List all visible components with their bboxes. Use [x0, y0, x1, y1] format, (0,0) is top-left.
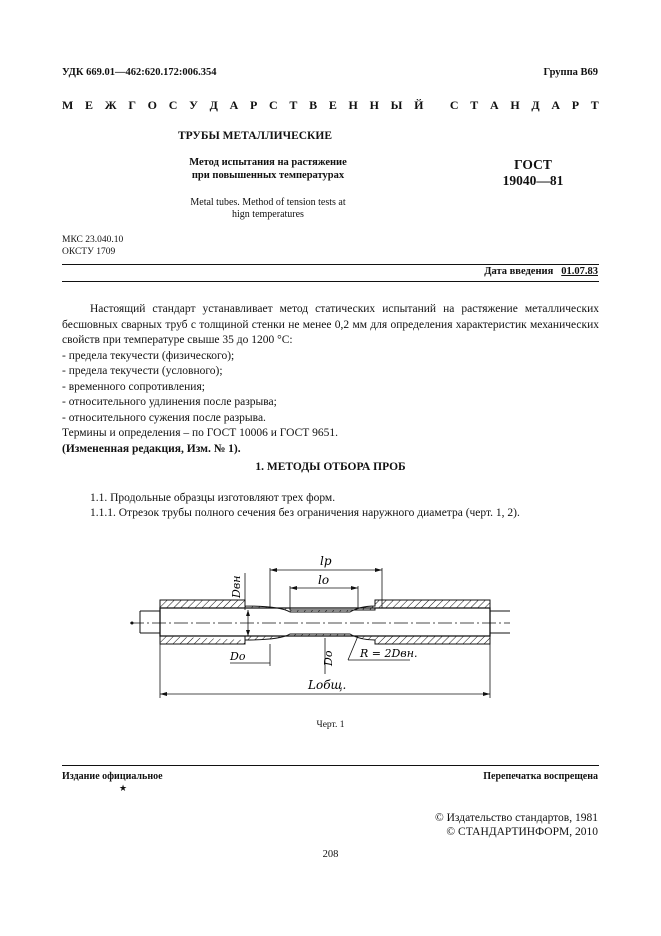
publication-note: Издание официальное: [62, 771, 163, 782]
list-item: - относительного удлинения после разрыва;: [62, 396, 277, 408]
date-value: 01.07.83: [561, 266, 598, 277]
intro-paragraph: Настоящий стандарт устанавливает метод статических испытаний на растяжение металлических бесшовных сварных труб с толщиной стенки не менее 0,2 мм для определения характеристик механических свойств при температуре свыше 35 до 1200 °С:: [62, 303, 599, 346]
radius-leader: [348, 636, 358, 660]
gost-number: 19040—81: [502, 173, 564, 188]
reprint-note: Перепечатка воспрещена: [483, 771, 598, 782]
label-do-left: Dо: [230, 650, 246, 663]
heading-letter: Т: [590, 98, 599, 112]
heading-letter: Р: [571, 98, 580, 112]
heading-letter: Д: [209, 98, 218, 112]
document-subtitle: [160, 156, 376, 182]
copyright-line-1: © Издательство стандартов, 1981: [434, 812, 598, 824]
okstu-code: ОКСТУ 1709: [62, 247, 116, 257]
label-radius: R = 2Dвн.: [360, 647, 418, 660]
label-dvn: Dвн: [230, 575, 243, 598]
star-mark: ★: [119, 783, 128, 793]
heading-letter: О: [147, 98, 158, 112]
heading-letter: М: [62, 98, 74, 112]
heading-letter: Н: [510, 98, 520, 112]
amendment-note: (Измененная редакция, Изм. № 1).: [62, 442, 241, 455]
tube-specimen-drawing: [120, 548, 510, 708]
right-end: [490, 611, 510, 633]
udk-code: УДК 669.01—462:620.172:006.354: [62, 67, 217, 78]
axis-marker: [131, 622, 134, 625]
divider-date: [62, 281, 599, 282]
copyright-line-2: © СТАНДАРТИНФОРМ, 2010: [446, 826, 598, 838]
heading-letter: Н: [348, 98, 358, 112]
top-wall: [160, 600, 490, 612]
list-item: - относительного сужения после разрыва.: [62, 411, 266, 424]
page-number: 208: [322, 849, 339, 860]
subtitle-line-2: при повышенных температурах: [191, 170, 345, 181]
divider-top: [62, 264, 599, 265]
divider-footer: [62, 765, 599, 766]
gost-designation: [488, 157, 578, 189]
copyright: [435, 811, 598, 839]
heading-letter: Т: [289, 98, 298, 112]
clause-1-1-1: 1.1.1. Отрезок трубы полного сечения без ограничения наружного диаметра (черт. 1, 2).: [90, 507, 520, 519]
english-title: [160, 197, 376, 221]
list-item: - предела текучести (условного);: [62, 365, 223, 377]
figure-caption: Черт. 1: [316, 720, 345, 730]
list-item: - предела текучести (физического);: [62, 349, 235, 362]
heading-letter: В: [309, 98, 318, 112]
heading-letter: Е: [85, 98, 94, 112]
left-end: [140, 611, 160, 633]
group-code: Группа В69: [543, 67, 598, 78]
label-do-right: Dо: [322, 650, 335, 666]
heading-letter: [435, 98, 438, 113]
mks-code: МКС 23.040.10: [62, 235, 124, 245]
date-label: Дата введения: [484, 266, 554, 277]
heading-letter: Е: [328, 98, 337, 112]
classification-codes: [62, 234, 123, 258]
label-lo: lo: [318, 573, 330, 587]
heading-letter: Ж: [104, 98, 117, 112]
heading-letter: У: [189, 98, 198, 112]
effective-date: [484, 266, 598, 277]
heading-letter: Т: [470, 98, 479, 112]
heading-letter: А: [489, 98, 499, 112]
heading-letter: Н: [369, 98, 379, 112]
heading-letter: Й: [414, 98, 424, 112]
subtitle-line-1: Метод испытания на растяжение: [189, 157, 347, 168]
list-item: - временного сопротивления;: [62, 380, 205, 393]
heading-letter: С: [269, 98, 278, 112]
heading-letter: Г: [128, 98, 136, 112]
heading-letter: С: [168, 98, 178, 112]
body-text: [62, 302, 599, 457]
gost-label: ГОСТ: [514, 157, 552, 172]
terms-paragraph: Термины и определения – по ГОСТ 10006 и ГОСТ 9651.: [62, 427, 339, 439]
label-length: Lобщ.: [308, 678, 347, 692]
heading-letter: А: [229, 98, 239, 112]
clause-1-1: 1.1. Продольные образцы изготовляют трех форм.: [90, 492, 336, 504]
heading-letter: Ы: [390, 98, 403, 112]
standard-type-heading: [62, 98, 599, 113]
heading-letter: Д: [531, 98, 540, 112]
english-line-2: hign temperatures: [232, 209, 304, 220]
label-lp: lp: [320, 554, 332, 568]
document-title: ТРУБЫ МЕТАЛЛИЧЕСКИЕ: [178, 130, 332, 142]
heading-letter: А: [551, 98, 561, 112]
heading-letter: Р: [249, 98, 258, 112]
english-line-1: Metal tubes. Method of tension tests at: [190, 197, 346, 208]
heading-letter: С: [449, 98, 459, 112]
section-heading: 1. МЕТОДЫ ОТБОРА ПРОБ: [255, 461, 406, 473]
